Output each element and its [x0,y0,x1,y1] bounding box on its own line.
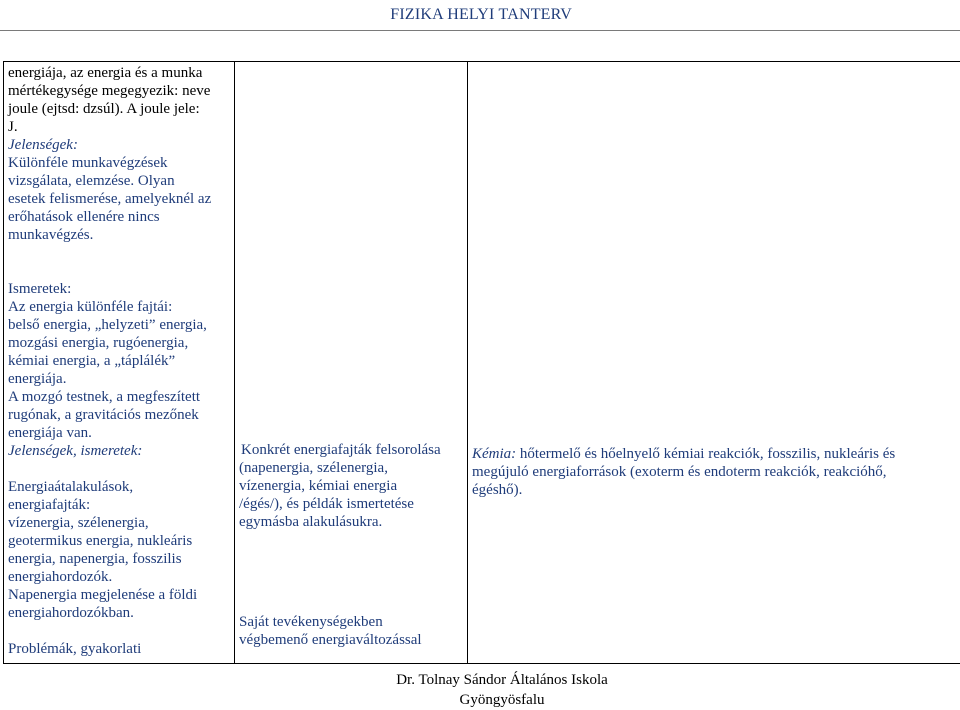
text-line: geotermikus energia, nukleáris [8,532,230,550]
text-line: mértékegysége megegyezik: neve [8,82,230,100]
footer-school: Dr. Tolnay Sándor Általános Iskola [377,670,627,690]
ismeretek-heading: Ismeretek: [8,280,230,298]
ismeretek-text [8,298,230,442]
kemia-first-line: hőtermelő és hőelnyelő kémiai reakciók, fosszilis, nukleáris és [516,446,895,462]
text-line: mozgási energia, rugóenergia, [8,334,230,352]
text-line: Saját tevékenységekben [239,613,463,631]
text-line: (napenergia, szélenergia, [239,459,463,477]
text-line: joule (ejtsd: dzsúl). A joule jele: [8,100,230,118]
jelensegek-ismeretek-heading: Jelenségek, ismeretek: [8,442,230,460]
sajat-text [235,531,467,649]
text-line: belső energia, „helyzeti” energia, [8,316,230,334]
text-line: vizsgálata, elemzése. Olyan [8,172,230,190]
text-line: Az energia különféle fajtái: [8,298,230,316]
text-line: Napenergia megjelenése a földi [8,586,230,604]
text-line: /égés/), és példák ismertetése [239,495,463,513]
page-header [0,0,960,31]
text-line: energiahordozókban. [8,604,230,622]
page-footer [377,670,677,710]
intro-text [8,64,230,136]
text-line: egymásba alakulásukra. [239,513,463,531]
text-line: Különféle munkavégzések [8,154,230,172]
problemak-text: Problémák, gyakorlati [8,640,230,658]
text-line: energia, napenergia, fosszilis [8,550,230,568]
jelensegek-text [8,154,230,244]
text-line: A mozgó testnek, a megfeszített [8,388,230,406]
konkret-text [235,62,467,531]
content-column [4,62,235,664]
text-line: rugónak, a gravitációs mezőnek [8,406,230,424]
text-line: erőhatások ellenére nincs [8,208,230,226]
text-line: energiahordozók. [8,568,230,586]
jelensegek-heading: Jelenségek: [8,136,230,154]
connections-column [468,62,960,664]
text-line: végbemenő energiaváltozással [239,631,463,649]
text-line: munkavégzés. [8,226,230,244]
text-line: J. [8,118,230,136]
kemia-label: Kémia: [472,446,516,462]
text-line: energiafajták: [8,496,230,514]
text-line: vízenergia, kémiai energia [239,477,463,495]
text-line: energiája, az energia és a munka [8,64,230,82]
activities-column [235,62,468,664]
text-line [472,445,956,463]
text-line: vízenergia, szélenergia, [8,514,230,532]
text-line: kémiai energia, a „táplálék” [8,352,230,370]
text-line: energiája. [8,370,230,388]
table-row [4,62,960,664]
text-line: energiája van. [8,424,230,442]
text-line: megújuló energiaforrások (exoterm és endoterm reakciók, reakcióhő, [472,463,956,481]
curriculum-table [3,61,960,664]
text-line: égéshő). [472,481,956,499]
text-line: Energiaátalakulások, [8,478,230,496]
energia-text [8,478,230,622]
header-title: FIZIKA HELYI TANTERV [390,6,572,24]
kemia-text [468,62,960,499]
text-line: Konkrét energiafajták felsorolása [239,441,463,459]
text-line: esetek felismerése, amelyeknél az [8,190,230,208]
footer-city: Gyöngyösfalu [377,690,627,710]
